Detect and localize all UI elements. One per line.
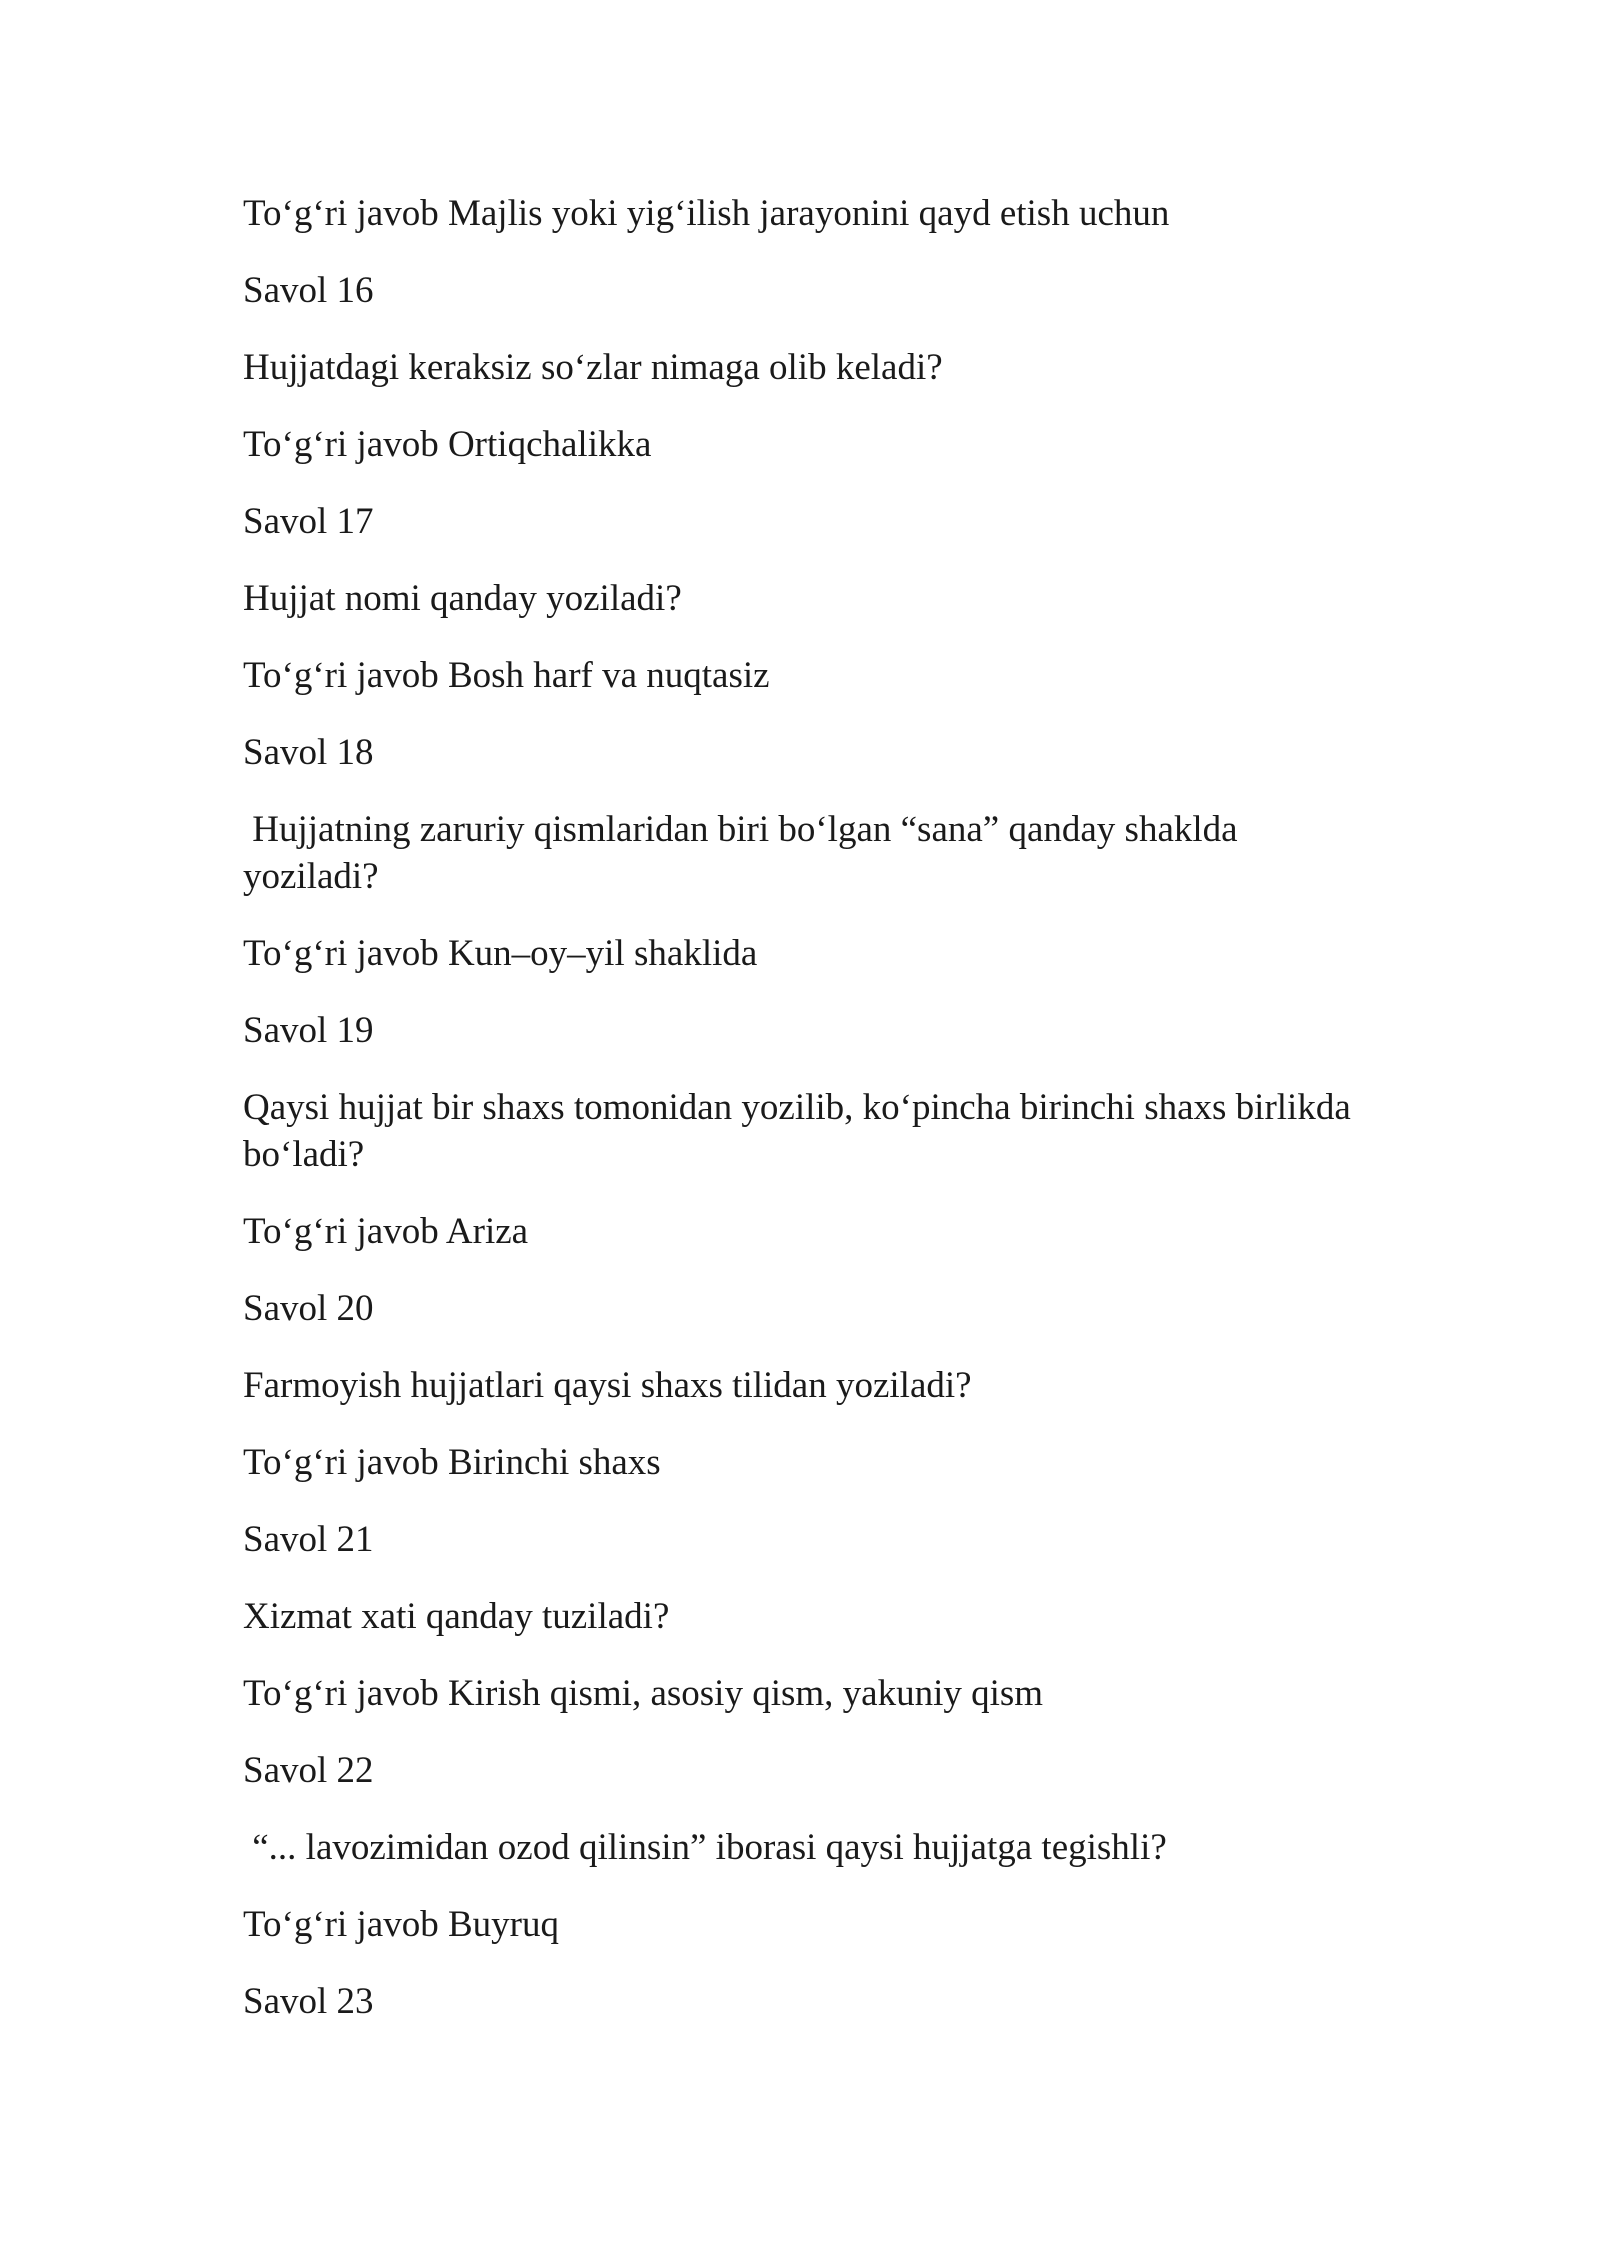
question-text: Hujjat nomi qanday yoziladi? [243, 578, 682, 619]
question-text: “... lavozimidan ozod qilinsin” iborasi qaysi hujjatga tegishli? [243, 1827, 1167, 1868]
question-number: Savol 22 [243, 1750, 374, 1791]
answer-line: To‘g‘ri javob Ortiqchalikka [243, 424, 652, 465]
question-number: Savol 18 [243, 732, 374, 773]
question-number: Savol 17 [243, 501, 374, 542]
question-number: Savol 20 [243, 1288, 374, 1329]
answer-line: To‘g‘ri javob Kun–oy–yil shaklida [243, 933, 758, 974]
question-number: Savol 23 [243, 1981, 374, 2022]
question-text: Farmoyish hujjatlari qaysi shaxs tilidan yoziladi? [243, 1365, 972, 1406]
answer-line: To‘g‘ri javob Birinchi shaxs [243, 1442, 661, 1483]
answer-line: To‘g‘ri javob Buyruq [243, 1904, 559, 1945]
answer-line: To‘g‘ri javob Majlis yoki yig‘ilish jarayonini qayd etish uchun [243, 193, 1170, 234]
question-text: Xizmat xati qanday tuziladi? [243, 1596, 670, 1637]
question-text: Qaysi hujjat bir shaxs tomonidan yozilib, ko‘pincha birinchi shaxs birlikda bo‘ladi? [243, 1087, 1351, 1175]
question-number: Savol 16 [243, 270, 374, 311]
question-number: Savol 19 [243, 1010, 374, 1051]
question-text: Hujjatning zaruriy qismlaridan biri bo‘lgan “sana” qanday shaklda yoziladi? [243, 809, 1247, 897]
answer-line: To‘g‘ri javob Ariza [243, 1211, 529, 1252]
document-body [243, 190, 1393, 2055]
question-number: Savol 21 [243, 1519, 374, 1560]
answer-line: To‘g‘ri javob Kirish qismi, asosiy qism, yakuniy qism [243, 1673, 1044, 1714]
answer-line: To‘g‘ri javob Bosh harf va nuqtasiz [243, 655, 770, 696]
question-text: Hujjatdagi keraksiz so‘zlar nimaga olib keladi? [243, 347, 943, 388]
